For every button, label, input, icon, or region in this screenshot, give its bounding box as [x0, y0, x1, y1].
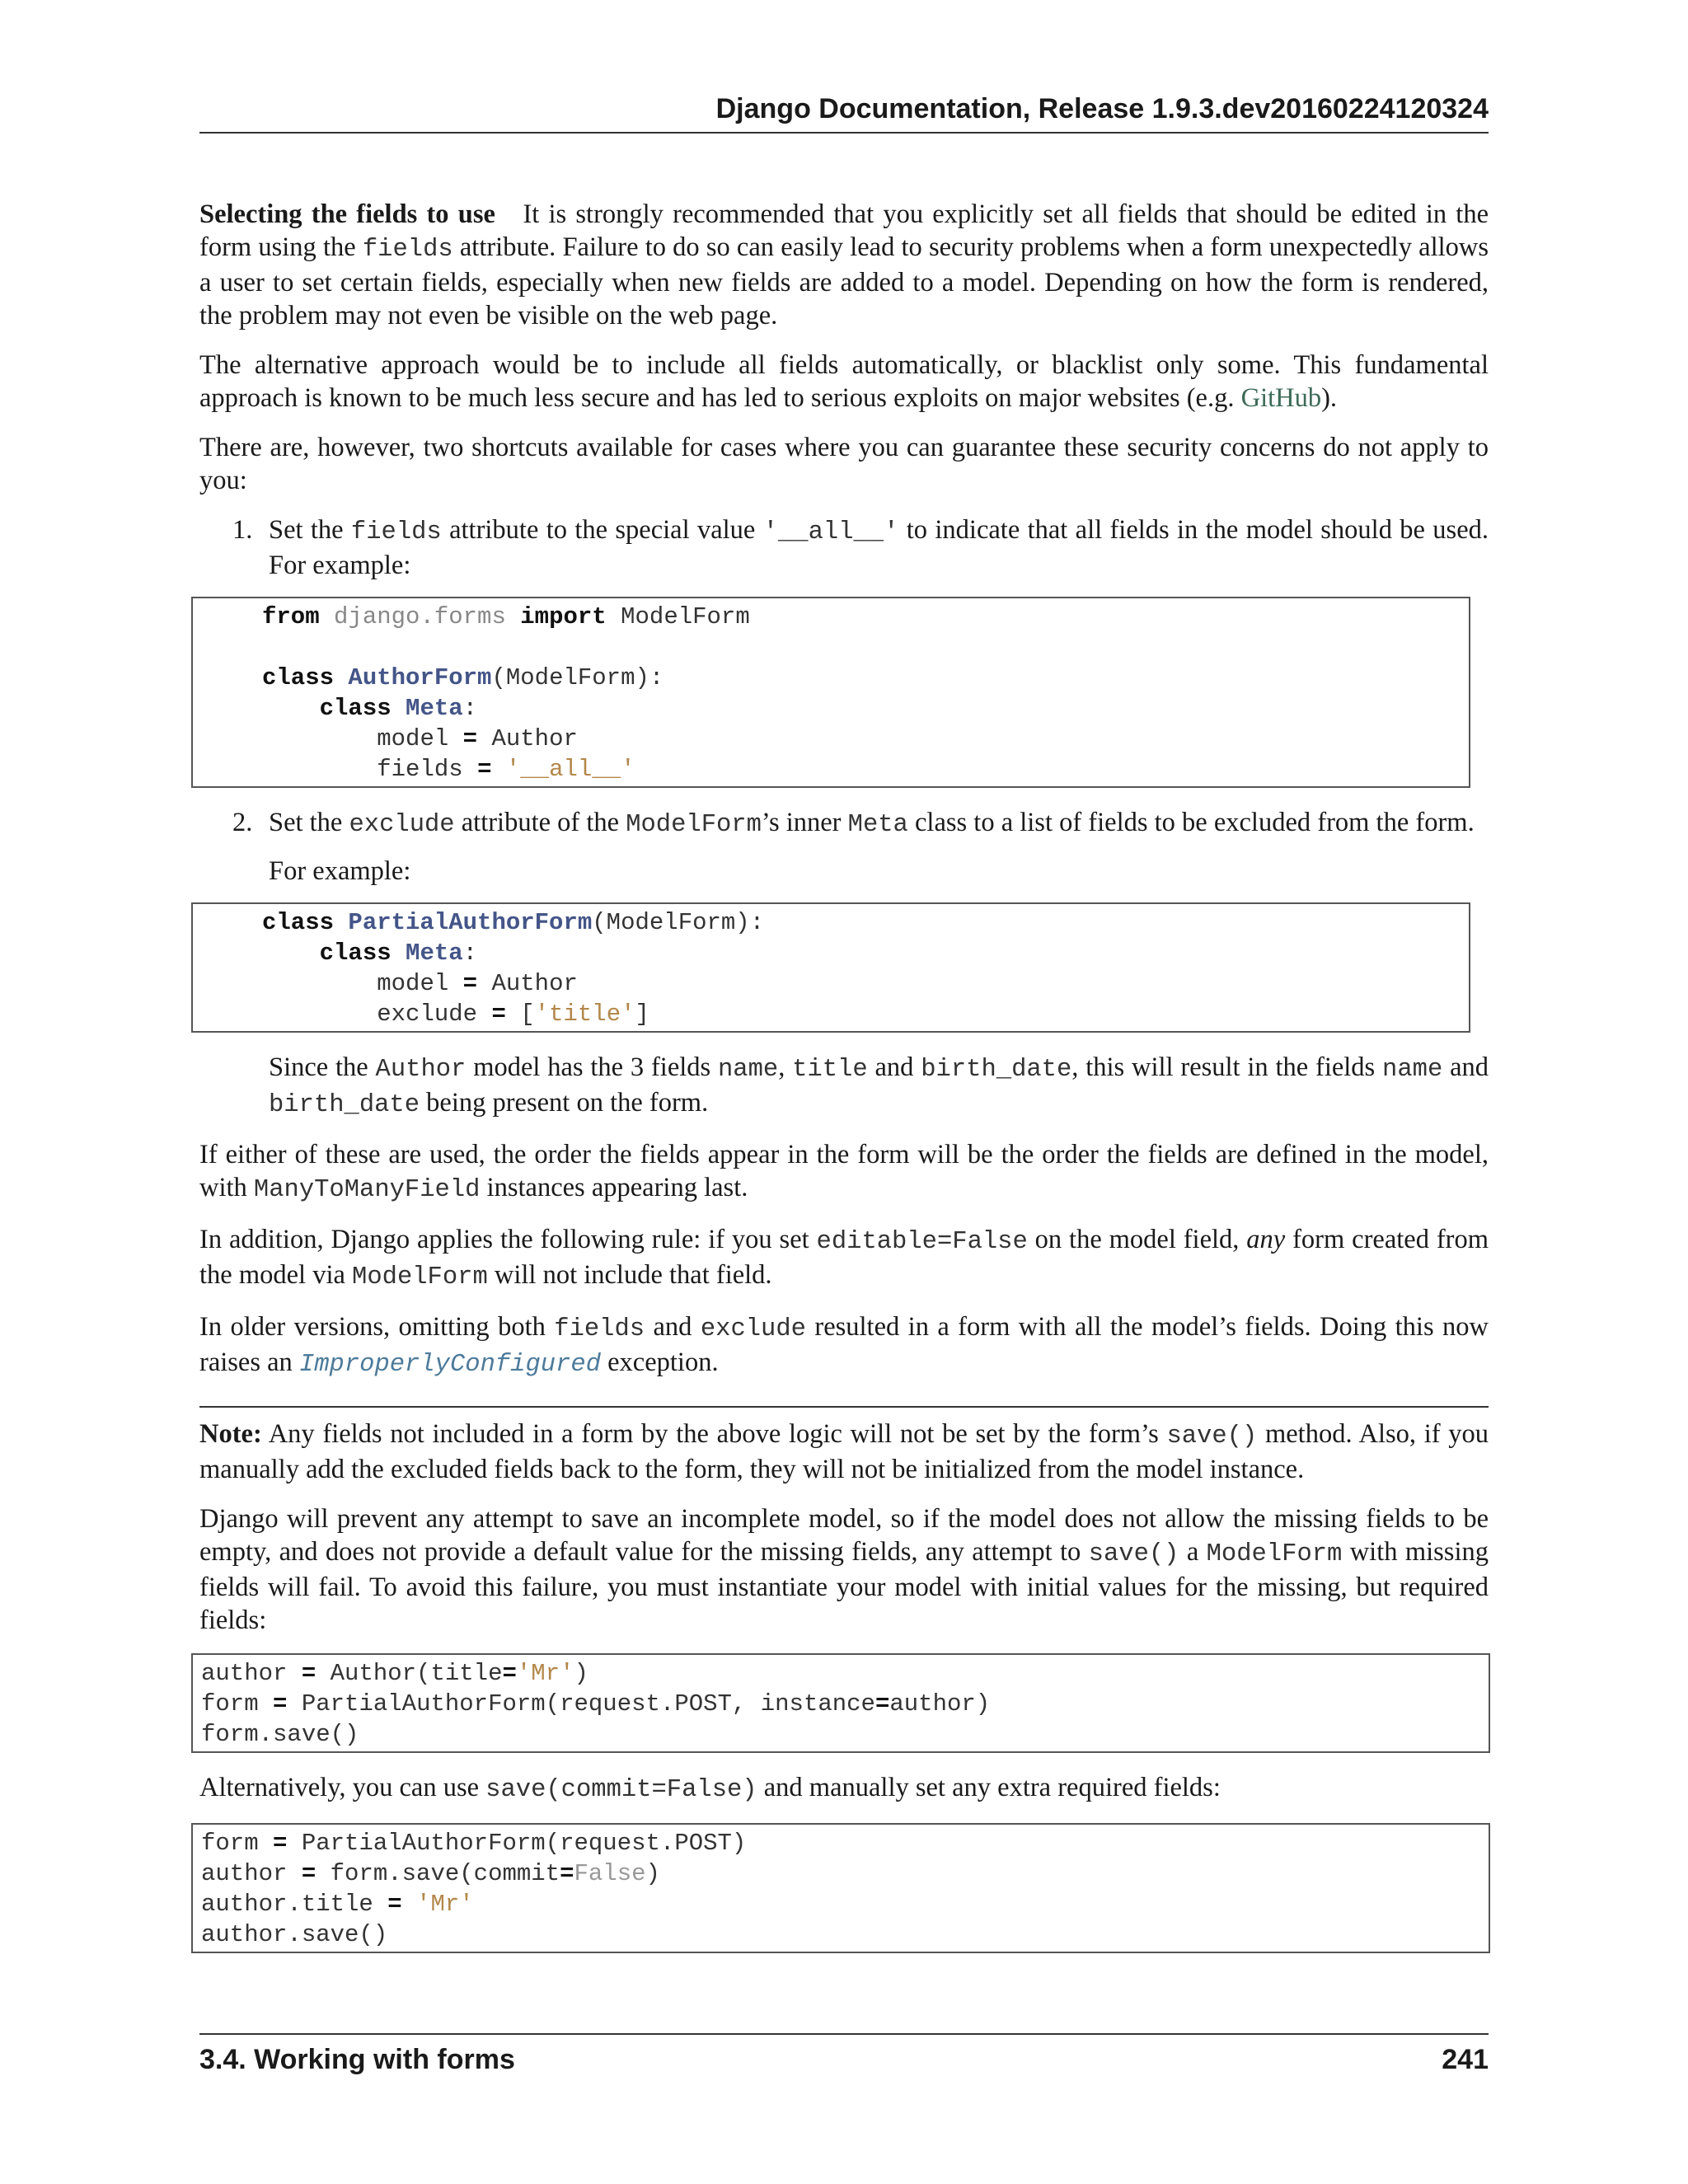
code-block: author = Author(title='Mr') form = PartialAuthorForm(request.POST, instance=author) form.save()	[191, 1653, 1490, 1753]
code-block: form = PartialAuthorForm(request.POST) author = form.save(commit=False) author.title = 'Mr' author.save()	[191, 1823, 1490, 1953]
inline-code: exclude	[349, 811, 455, 839]
list-number: 2.	[232, 808, 253, 837]
footer-section-title: 3.4. Working with forms	[199, 2044, 515, 2075]
list-item-text: Set the fields attribute to the special value '__all__' to indicate that all fields in the model should be used. For example:	[269, 515, 1489, 580]
inline-code: ModelForm	[626, 811, 762, 839]
list-item-text: For example:	[269, 856, 411, 886]
code-block: class PartialAuthorForm(ModelForm): class Meta: model = Author exclude = ['title']	[191, 902, 1470, 1033]
inline-code: fields	[350, 518, 442, 546]
note-box: Note: Any fields not included in a form by the above logic will not be set by the form’s save() method. Also, if you manually add the excluded fields back to the form, they will not be initialized from the model instance. Django will prevent any attempt to save an incomplete model, so if the model does not allow the missing fields to be empty, and does not provide a default value for the missing fields, any attempt to save() a ModelForm with missing fields will fail. To avoid this failure, you must instantiate your model with initial values for the missing, but required fields: author = Author(title='Mr') form = PartialAuthorForm(request.POST, instance=author) form.save() Alternatively, you can use save(commit=False) and manually set any extra required fields: form = PartialAuthorForm(request.POST) author = form.save(commit=False) author.title = 'Mr' author.save()	[199, 1406, 1489, 1953]
code-block: from django.forms import ModelForm class AuthorForm(ModelForm): class Meta: model = Author fields = '__all__'	[191, 597, 1470, 788]
running-header: Django Documentation, Release 1.9.3.dev20160224120324	[199, 91, 1489, 134]
list-item	[199, 513, 1489, 582]
paragraph-older-versions: In older versions, omitting both fields and exclude resulted in a form with all the model’s fields. Doing this now raises an ImproperlyConfigured exception.	[199, 1312, 1489, 1379]
indented-paragraph: Since the Author model has the 3 fields name, title and birth_date, this will result in the fields name and birth_date being present on the form.	[269, 1052, 1489, 1119]
improperly-configured-link[interactable]: ImproperlyConfigured	[298, 1351, 601, 1379]
list-item	[199, 806, 1489, 888]
paragraph-field-order: If either of these are used, the order the fields appear in the form will be the order the fields are defined in the model, with ManyToManyField instances appearing last.	[199, 1140, 1489, 1204]
github-link[interactable]: GitHub	[1240, 383, 1322, 413]
page-body	[199, 198, 1489, 1971]
inline-code: fields	[362, 236, 453, 264]
list-number: 1.	[232, 515, 253, 545]
paragraph-alternative-approach: The alternative approach would be to include all fields automatically, or blacklist only some. This fundamental approach is known to be much less secure and has led to serious exploits on major websites (e.g. GitHub).	[199, 350, 1489, 413]
running-footer	[199, 2033, 1489, 2078]
paragraph-incomplete-model: Django will prevent any attempt to save an incomplete model, so if the model does not allow the missing fields to be empty, and does not provide a default value for the missing fields, any attempt to save() a ModelForm with missing fields will fail. To avoid this failure, you must instantiate your model with initial values for the missing, but required fields:	[199, 1504, 1489, 1635]
run-in-heading: Selecting the fields to use	[199, 199, 495, 229]
list-item-text: Set the exclude attribute of the ModelForm’s inner Meta class to a list of fields to be excluded from the form.	[269, 808, 1475, 839]
note-label: Note:	[199, 1419, 262, 1449]
paragraph-selecting-fields: Selecting the fields to use It is strongly recommended that you explicitly set all fields that should be edited in the form using the fields attribute. Failure to do so can easily lead to security problems when a form unexpectedly allows a user to set certain fields, especially when new fields are added to a model. Depending on how the form is rendered, the problem may not even be visible on the web page.	[199, 199, 1489, 330]
page-number: 241	[1442, 2044, 1489, 2075]
paragraph-shortcuts: There are, however, two shortcuts available for cases where you can guarantee these security concerns do not apply to you:	[199, 433, 1489, 495]
inline-code: Meta	[847, 811, 908, 839]
inline-code: '__all__'	[762, 518, 899, 546]
paragraph-editable-rule: In addition, Django applies the following rule: if you set editable=False on the model field, any form created from the model via ModelForm will not include that field.	[199, 1225, 1489, 1291]
paragraph-alternatively: Alternatively, you can use save(commit=False) and manually set any extra required fields:	[199, 1773, 1221, 1804]
